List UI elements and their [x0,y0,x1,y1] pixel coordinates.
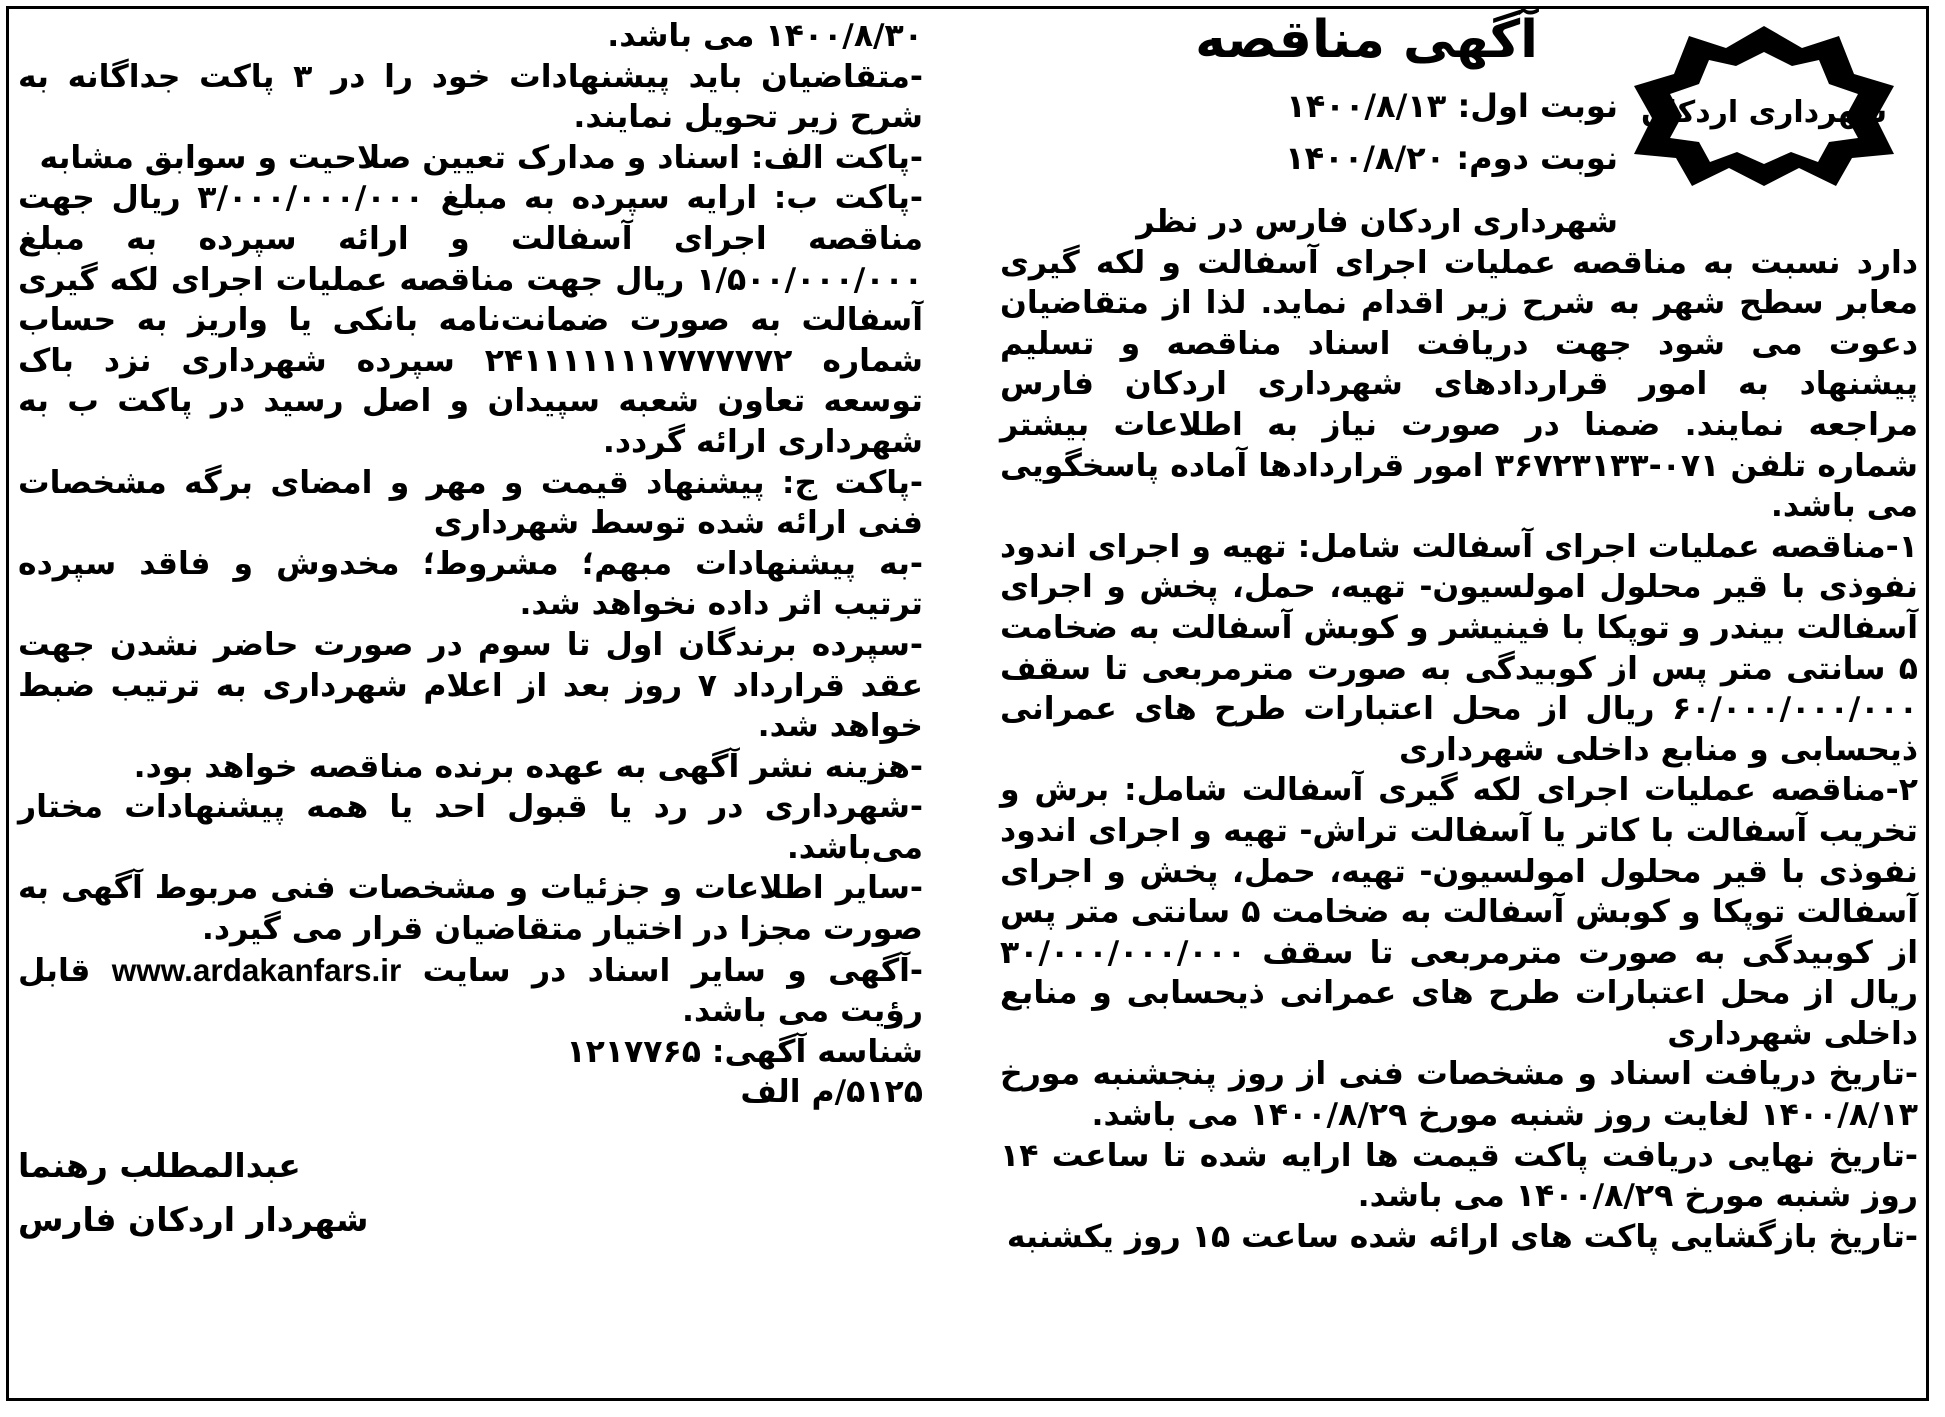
ad-code: ۵۱۲۵/م الف [740,1074,923,1111]
envelope-instructions: -متقاضیان باید پیشنهادات خود را در ۳ پاکت جداگانه به شرح زیر تحویل نمایند. [18,58,923,136]
condition-other-info: -سایر اطلاعات و جزئیات و مشخصات فنی مربوط آگهی به صورت مجزا در اختیار متقاضیان قرار می گیرد. [18,870,923,948]
tender-item-2: ۲-مناقصه عملیات اجرای لکه گیری آسفالت شامل: برش و تخریب آسفالت با کاتر یا آسفالت تراش- تهیه و اجرای اندود نفوذی با قیر محلول امولسیون- تهیه، حمل، پخش و اجرای آسفالت توپکا و کوبش آسفالت به ضخامت ۵ سانتی متر پس از کوبیدگی به صورت مترمربعی تا سقف ۳۰/۰۰۰/۰۰۰/۰۰۰ ریال از محل اعتبارات طرح های عمرانی ذیحسابی و منابع داخلی شهرداری [1000,772,1919,1052]
condition-municipality-right: -شهرداری در رد یا قبول احد یا همه پیشنهادات مختار می‌باشد. [18,789,923,866]
intro-paragraph: دارد نسبت به مناقصه عملیات اجرای آسفالت و لکه گیری معابر سطح شهر به شرح زیر اقدام نماید. لذا از متقاضیان دعوت می شود جهت دریافت اسناد مناقصه و تسلیم پیشنهاد به امور قراردادهای شهرداری اردکان فارس مراجعه نمایند. ضمنا در صورت نیاز به اطلاعات بیشتر شماره تلفن ۰۷۱-۳۶۷۲۳۱۳۳ امور قراردادها آماده پاسخگویی می باشد. [1000,244,1918,525]
website-link[interactable]: www.ardakanfars.ir [111,951,402,988]
opening-date-continuation: ۱۴۰۰/۸/۳۰ می باشد. [607,18,923,54]
signer-title: شهردار اردکان فارس [18,1200,369,1240]
envelope-a: -پاکت الف: اسناد و مدارک تعیین صلاحیت و سوابق مشابه [39,139,923,176]
website-text-after: قابل رؤیت می باشد. [18,952,923,1030]
left-column [18,16,923,1247]
first-publication-date: نوبت اول: ۱۴۰۰/۸/۱۳ [1286,87,1618,125]
signature-block [18,1139,923,1247]
tender-item-1: ۱-مناقصه عملیات اجرای آسفالت شامل: تهیه و اجرای اندود نفوذی با قیر محلول امولسیون- تهیه، حمل، پخش و اجرای آسفالت بیندر و توپکا با فینیشر و کوبش آسفالت به ضخامت ۵ سانتی متر پس از کوبیدگی به صورت مترمربعی تا سقف ۶۰/۰۰۰/۰۰۰/۰۰۰ ریال از محل اعتبارات طرح های عمرانی ذیحسابی و منابع داخلی شهرداری [1000,528,1918,768]
website-text-before: -آگهی و سایر اسناد در سایت [422,952,924,989]
envelope-b: -پاکت ب: ارایه سپرده به مبلغ ۳/۰۰۰/۰۰۰/۰۰۰ ریال جهت مناقصه اجرای آسفالت و ارائه سپرده به مبلغ ۱/۵۰۰/۰۰۰/۰۰۰ ریال جهت مناقصه عملیات اجرای لکه گیری آسفالت به صورت ضمانت‌نامه بانکی یا واریز به حساب شماره ۲۴۱۱۱۱۱۱۱۷۷۷۷۷۷۲ سپرده شهرداری نزد باک توسعه تعاون شعبه سپیدان و اصل رسید در پاکت ب به شهرداری ارائه گردد. [18,180,923,460]
second-publication-date: نوبت دوم: ۱۴۰۰/۸/۲۰ [1285,139,1618,177]
condition-ad-cost: -هزینه نشر آگهی به عهده برنده مناقصه خواهد بود. [133,748,923,785]
envelope-c: -پاکت ج: پیشنهاد قیمت و مهر و امضای برگه مشخصات فنی ارائه شده توسط شهرداری [18,464,923,542]
right-column [1000,10,1919,1257]
intro-first-line: شهرداری اردکان فارس در نظر [1136,204,1618,240]
notice-header [1000,10,1918,202]
signer-name: عبدالمطلب رهنما [18,1146,301,1186]
document-receipt-date: -تاریخ دریافت اسناد و مشخصات فنی از روز پنجشنبه مورخ ۱۴۰۰/۸/۱۳ لغایت روز شنبه مورخ ۱۴۰۰/۸/۲۹ می باشد. [1000,1056,1918,1134]
ardakan-municipality-seal-icon [1624,26,1904,186]
notice-title: آگهی مناقصه [1195,10,1538,70]
ad-id: شناسه آگهی: ۱۲۱۷۷۶۵ [566,1033,923,1070]
condition-deposit-forfeit: -سپرده برندگان اول تا سوم در صورت حاضر نشدن جهت عقد قرارداد ۷ روز بعد از اعلام شهرداری به ترتیب ضبط خواهد شد. [18,626,923,745]
svg-text:شهرداری اردکان: شهرداری اردکان [1640,95,1888,130]
opening-date: -تاریخ بازگشایی پاکت های ارائه شده ساعت ۱۵ روز یکشنبه [1006,1218,1918,1255]
condition-ambiguous-bids: -به پیشنهادات مبهم؛ مشروط؛ مخدوش و فاقد سپرده ترتیب اثر داده نخواهد شد. [18,545,923,623]
website-paragraph [18,950,923,1032]
final-submission-date: -تاریخ نهایی دریافت پاکت قیمت ها ارایه شده تا ساعت ۱۴ روز شنبه مورخ ۱۴۰۰/۸/۲۹ می باشد. [1000,1137,1918,1215]
